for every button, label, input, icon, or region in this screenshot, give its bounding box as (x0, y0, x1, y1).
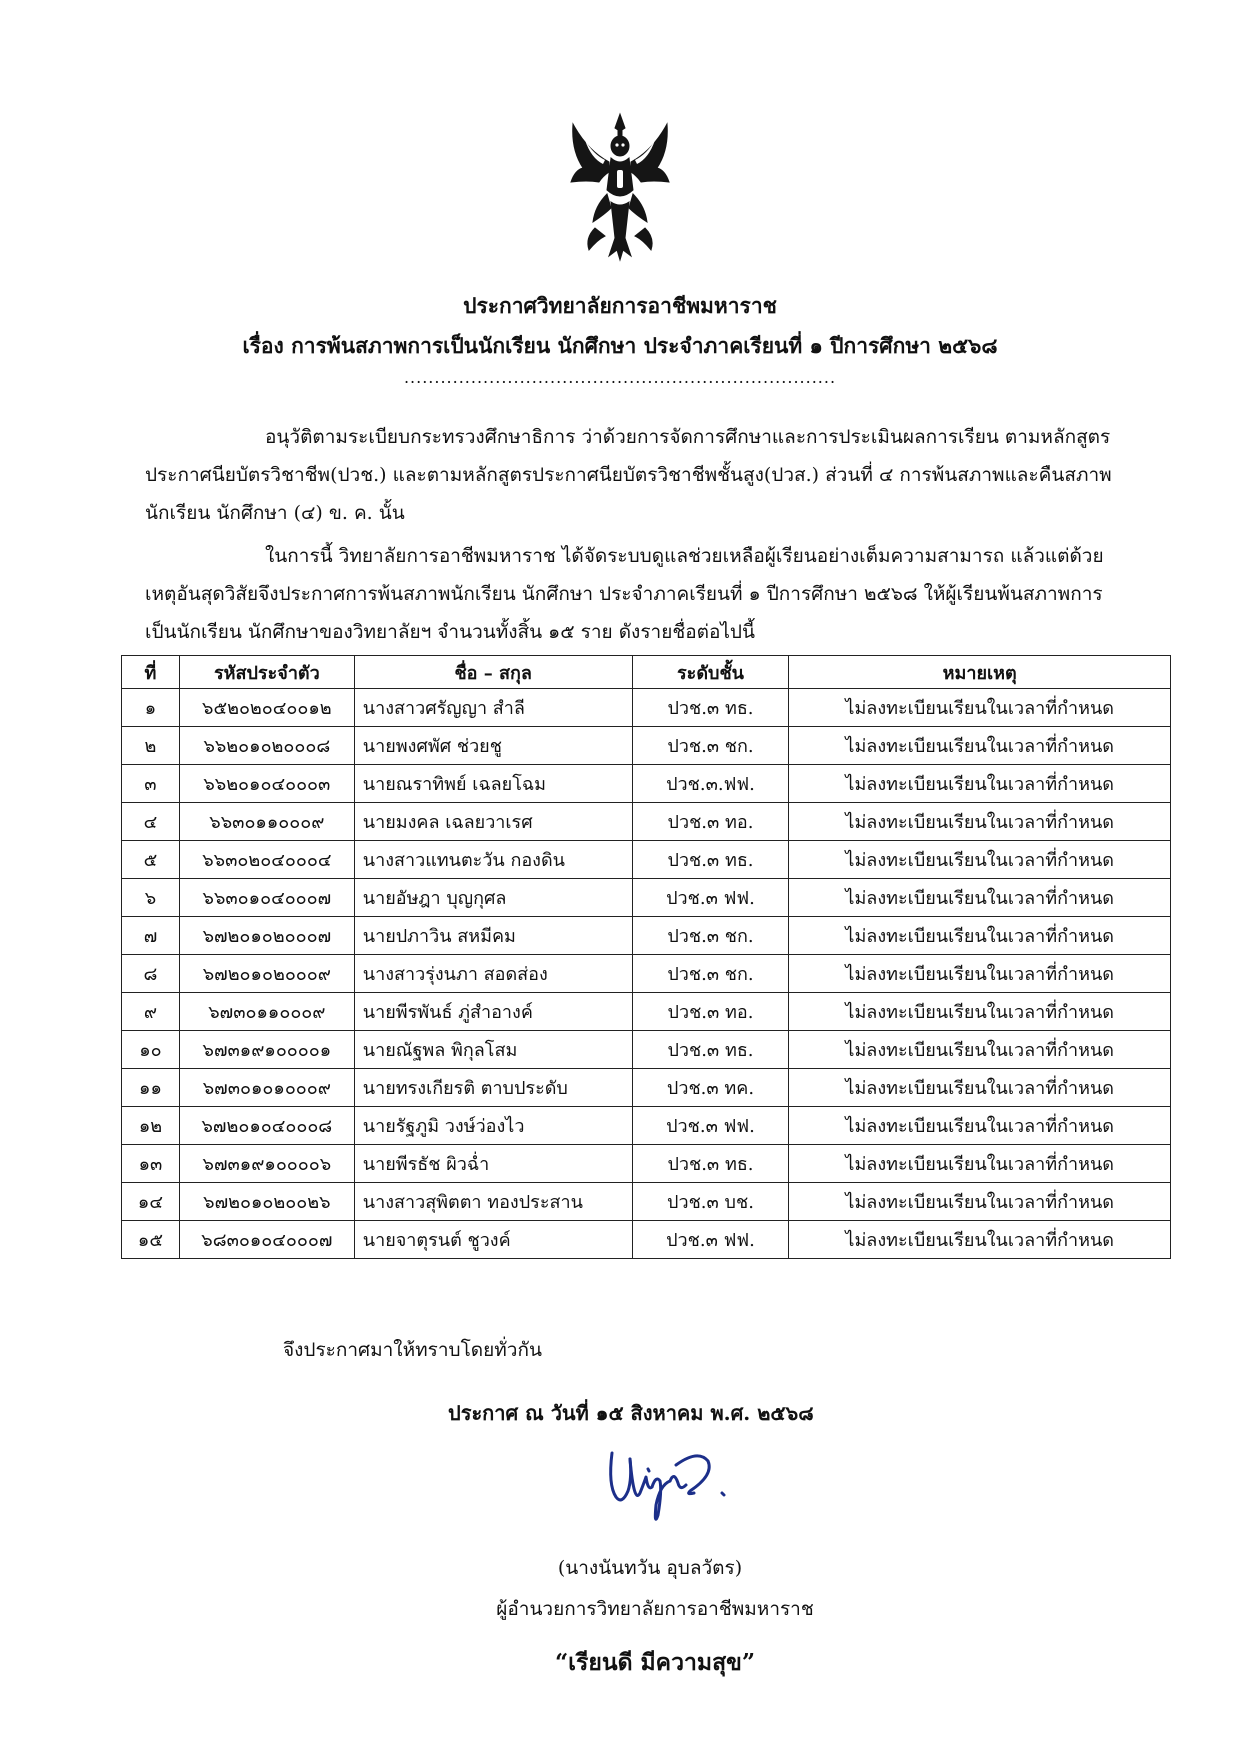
remark-cell: ไม่ลงทะเบียนเรียนในเวลาที่กำหนด (789, 917, 1171, 955)
student-name-cell: นางสาวศรัญญา สำลี (354, 689, 632, 727)
table-header-row (122, 656, 1171, 689)
handwritten-signature-icon (590, 1435, 740, 1530)
remark-cell: ไม่ลงทะเบียนเรียนในเวลาที่กำหนด (789, 1145, 1171, 1183)
table-row (122, 879, 1171, 917)
table-row (122, 917, 1171, 955)
student-id-cell: ๖๖๓๐๑๐๔๐๐๐๗ (179, 879, 354, 917)
class-level-cell: ปวช.๓ ทอ. (632, 803, 789, 841)
document-title: ประกาศวิทยาลัยการอาชีพมหาราช (463, 293, 777, 318)
row-number-cell: ๑๔ (122, 1183, 180, 1221)
dismissed-students-table (121, 655, 1171, 1259)
student-id-cell: ๖๗๒๐๑๐๒๐๐๐๗ (179, 917, 354, 955)
class-level-cell: ปวช.๓ ชก. (632, 955, 789, 993)
class-level-cell: ปวช.๓ บช. (632, 1183, 789, 1221)
student-name-cell: นายพงศพัศ ช่วยชู (354, 727, 632, 765)
row-number-cell: ๔ (122, 803, 180, 841)
remark-cell: ไม่ลงทะเบียนเรียนในเวลาที่กำหนด (789, 689, 1171, 727)
remark-cell: ไม่ลงทะเบียนเรียนในเวลาที่กำหนด (789, 993, 1171, 1031)
table-row (122, 1107, 1171, 1145)
student-id-cell: ๖๘๓๐๑๐๔๐๐๐๗ (179, 1221, 354, 1259)
student-id-cell: ๖๖๓๐๑๑๐๐๐๙ (179, 803, 354, 841)
college-motto: “เรียนดี มีความสุข” (554, 1649, 756, 1676)
class-level-cell: ปวช.๓ ทธ. (632, 1145, 789, 1183)
column-header-remark: หมายเหตุ (789, 656, 1171, 689)
student-name-cell: นายณราทิพย์ เฉลยโฉม (354, 765, 632, 803)
row-number-cell: ๑๓ (122, 1145, 180, 1183)
student-id-cell: ๖๗๓๐๑๐๑๐๐๐๙ (179, 1069, 354, 1107)
remark-cell: ไม่ลงทะเบียนเรียนในเวลาที่กำหนด (789, 879, 1171, 917)
table-row (122, 803, 1171, 841)
class-level-cell: ปวช.๓ ทอ. (632, 993, 789, 1031)
class-level-cell: ปวช.๓ ทธ. (632, 1031, 789, 1069)
row-number-cell: ๑๒ (122, 1107, 180, 1145)
student-id-cell: ๖๗๒๐๑๐๔๐๐๐๘ (179, 1107, 354, 1145)
student-name-cell: นางสาวแทนตะวัน กองดิน (354, 841, 632, 879)
row-number-cell: ๗ (122, 917, 180, 955)
class-level-cell: ปวช.๓ ชก. (632, 727, 789, 765)
student-name-cell: นายทรงเกียรติ ตาบประดับ (354, 1069, 632, 1107)
document-subject: เรื่อง การพ้นสภาพการเป็นนักเรียน นักศึกษา ประจำภาคเรียนที่ ๑ ปีการศึกษา ๒๕๖๘ (242, 333, 998, 358)
student-name-cell: นายพีรธัช ผิวฉ่ำ (354, 1145, 632, 1183)
student-name-cell: นายพีรพันธ์ ภู่สำอางค์ (354, 993, 632, 1031)
announcement-date: ประกาศ ณ วันที่ ๑๕ สิงหาคม พ.ศ. ๒๕๖๘ (448, 1401, 814, 1425)
remark-cell: ไม่ลงทะเบียนเรียนในเวลาที่กำหนด (789, 955, 1171, 993)
class-level-cell: ปวช.๓.ฟฟ. (632, 765, 789, 803)
class-level-cell: ปวช.๓ ฟฟ. (632, 879, 789, 917)
row-number-cell: ๘ (122, 955, 180, 993)
table-row (122, 1069, 1171, 1107)
class-level-cell: ปวช.๓ ทธ. (632, 689, 789, 727)
row-number-cell: ๑๑ (122, 1069, 180, 1107)
row-number-cell: ๑๕ (122, 1221, 180, 1259)
column-header-student-id: รหัสประจำตัว (179, 656, 354, 689)
student-id-cell: ๖๗๓๐๑๑๐๐๐๙ (179, 993, 354, 1031)
row-number-cell: ๒ (122, 727, 180, 765)
student-name-cell: นายปภาวิน สหมีคม (354, 917, 632, 955)
remark-cell: ไม่ลงทะเบียนเรียนในเวลาที่กำหนด (789, 1069, 1171, 1107)
class-level-cell: ปวช.๓ ชก. (632, 917, 789, 955)
table-body (122, 689, 1171, 1259)
body-paragraph-1: อนุวัติตามระเบียบกระทรวงศึกษาธิการ ว่าด้วยการจัดการศึกษาและการประเมินผลการเรียน ตามหลักสูตรประกาศนียบัตรวิชาชีพ(ปวช.) และตามหลักสูตรประกาศนียบัตรวิชาชีพชั้นสูง(ปวส.) ส่วนที่ ๔ การพ้นสภาพและคืนสภาพนักเรียน นักศึกษา (๔) ข. ค. นั้น (145, 426, 1112, 524)
signer-name: (นางนันทวัน อุบลวัตร) (557, 1557, 743, 1579)
body-paragraph-2: ในการนี้ วิทยาลัยการอาชีพมหาราช ได้จัดระบบดูแลช่วยเหลือผู้เรียนอย่างเต็มความสามารถ แล้วแต่ด้วยเหตุอันสุดวิสัยจึงประกาศการพ้นสภาพนักเรียน นักศึกษา ประจำภาคเรียนที่ ๑ ปีการศึกษา ๒๕๖๘ ให้ผู้เรียนพ้นสภาพการเป็นนักเรียน นักศึกษาของวิทยาลัยฯ จำนวนทั้งสิ้น ๑๕ ราย ดังรายชื่อต่อไปนี้ (145, 545, 1104, 643)
closing-statement: จึงประกาศมาให้ทราบโดยทั่วกัน (283, 1339, 542, 1361)
table-row (122, 1145, 1171, 1183)
table-row (122, 1183, 1171, 1221)
remark-cell: ไม่ลงทะเบียนเรียนในเวลาที่กำหนด (789, 1183, 1171, 1221)
class-level-cell: ปวช.๓ ฟฟ. (632, 1107, 789, 1145)
garuda-emblem-icon (565, 110, 675, 270)
row-number-cell: ๑๐ (122, 1031, 180, 1069)
student-id-cell: ๖๗๓๑๙๑๐๐๐๐๑ (179, 1031, 354, 1069)
remark-cell: ไม่ลงทะเบียนเรียนในเวลาที่กำหนด (789, 1107, 1171, 1145)
student-id-cell: ๖๖๒๐๑๐๔๐๐๐๓ (179, 765, 354, 803)
remark-cell: ไม่ลงทะเบียนเรียนในเวลาที่กำหนด (789, 727, 1171, 765)
student-name-cell: นายมงคล เฉลยวาเรศ (354, 803, 632, 841)
title-separator: ....................................................................... (403, 368, 837, 387)
class-level-cell: ปวช.๓ ฟฟ. (632, 1221, 789, 1259)
student-id-cell: ๖๗๓๑๙๑๐๐๐๐๖ (179, 1145, 354, 1183)
student-id-cell: ๖๕๒๐๒๐๔๐๐๑๒ (179, 689, 354, 727)
remark-cell: ไม่ลงทะเบียนเรียนในเวลาที่กำหนด (789, 1031, 1171, 1069)
student-name-cell: นายจาตุรนต์ ชูวงค์ (354, 1221, 632, 1259)
student-id-cell: ๖๖๒๐๑๐๒๐๐๐๘ (179, 727, 354, 765)
student-name-cell: นายณัฐพล พิกุลโสม (354, 1031, 632, 1069)
remark-cell: ไม่ลงทะเบียนเรียนในเวลาที่กำหนด (789, 765, 1171, 803)
table-row (122, 765, 1171, 803)
table-row (122, 727, 1171, 765)
column-header-name: ชื่อ – สกุล (354, 656, 632, 689)
class-level-cell: ปวช.๓ ทค. (632, 1069, 789, 1107)
table-row (122, 689, 1171, 727)
column-header-level: ระดับชั้น (632, 656, 789, 689)
student-name-cell: นายรัฐภูมิ วงษ์ว่องไว (354, 1107, 632, 1145)
remark-cell: ไม่ลงทะเบียนเรียนในเวลาที่กำหนด (789, 1221, 1171, 1259)
table-row (122, 1221, 1171, 1259)
row-number-cell: ๓ (122, 765, 180, 803)
student-name-cell: นางสาวสุพิตตา ทองประสาน (354, 1183, 632, 1221)
student-id-cell: ๖๖๓๐๒๐๔๐๐๐๔ (179, 841, 354, 879)
table-row (122, 993, 1171, 1031)
remark-cell: ไม่ลงทะเบียนเรียนในเวลาที่กำหนด (789, 841, 1171, 879)
column-header-number: ที่ (122, 656, 180, 689)
remark-cell: ไม่ลงทะเบียนเรียนในเวลาที่กำหนด (789, 803, 1171, 841)
student-id-cell: ๖๗๒๐๑๐๒๐๐๒๖ (179, 1183, 354, 1221)
student-name-cell: นายอัษฎา บุญกุศล (354, 879, 632, 917)
row-number-cell: ๖ (122, 879, 180, 917)
row-number-cell: ๙ (122, 993, 180, 1031)
table-row (122, 841, 1171, 879)
row-number-cell: ๑ (122, 689, 180, 727)
table-row (122, 955, 1171, 993)
row-number-cell: ๕ (122, 841, 180, 879)
class-level-cell: ปวช.๓ ทธ. (632, 841, 789, 879)
table-row (122, 1031, 1171, 1069)
student-name-cell: นางสาวรุ่งนภา สอดส่อง (354, 955, 632, 993)
student-id-cell: ๖๗๒๐๑๐๒๐๐๐๙ (179, 955, 354, 993)
signer-title: ผู้อำนวยการวิทยาลัยการอาชีพมหาราช (496, 1598, 814, 1620)
